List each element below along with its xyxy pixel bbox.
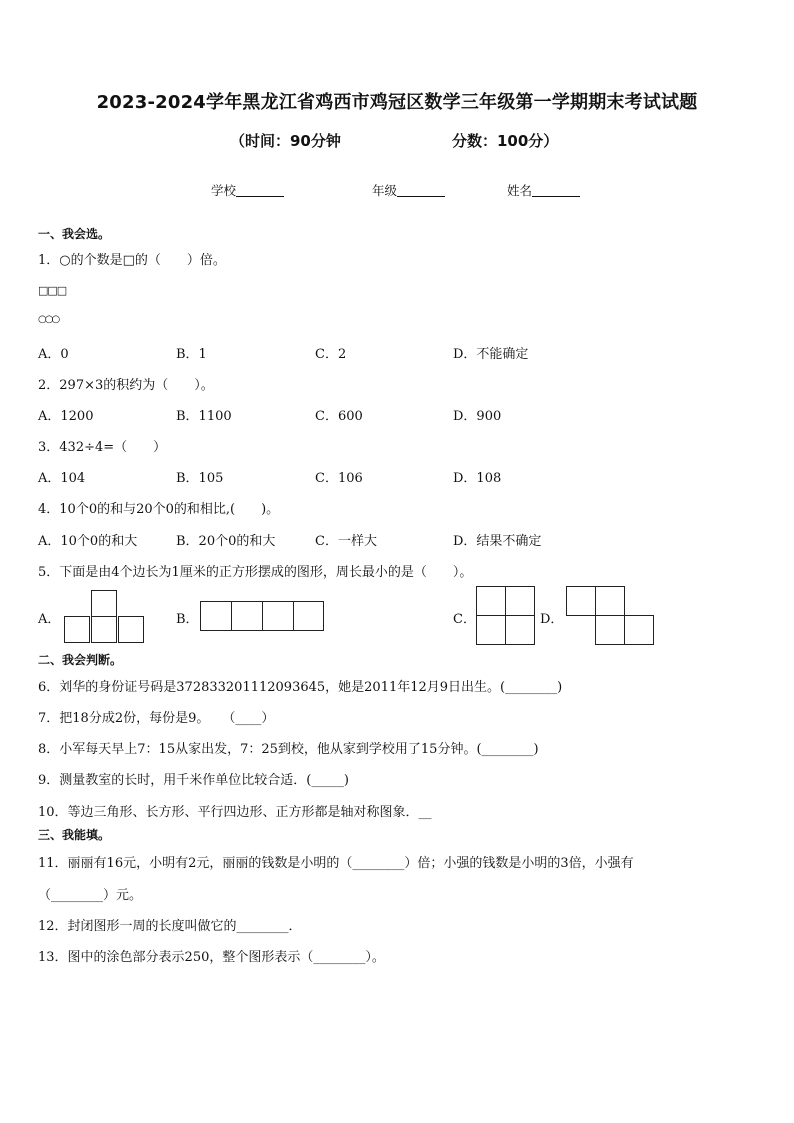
shape-a-square [64, 616, 90, 643]
q5-shape-b[interactable] [200, 601, 324, 632]
question-13: 13．图中的涂色部分表示250，整个图形表示（________）。 [38, 950, 385, 965]
question-9: 9．测量教室的长时，用千米作单位比较合适．(_____) [38, 773, 349, 788]
q1-option-b[interactable]: B．1 [176, 347, 207, 362]
shape-c-square [476, 615, 506, 645]
question-11-continued: （________）元。 [38, 888, 143, 903]
question-11: 11．丽丽有16元，小明有2元，丽丽的钱数是小明的（________）倍；小强的钱数是小明的3倍，小强有 [38, 856, 634, 871]
question-1: 1．○的个数是□的（ ）倍。 [38, 253, 226, 268]
q5-option-d-label[interactable]: D． [540, 612, 564, 627]
q2-option-b[interactable]: B．1100 [176, 409, 232, 424]
school-label: 学校 [211, 183, 237, 198]
question-5: 5．下面是由4个边长为1厘米的正方形摆成的图形，周长最小的是（ ）。 [38, 565, 473, 580]
shape-d-square [566, 586, 596, 616]
shape-d-square [595, 615, 625, 645]
name-field [507, 181, 580, 199]
q2-option-c[interactable]: C．600 [315, 409, 363, 424]
shape-c-square [505, 615, 535, 645]
shape-d-square [624, 615, 654, 645]
shape-b-square [200, 601, 232, 631]
school-field [211, 181, 284, 199]
q3-option-b[interactable]: B．105 [176, 471, 224, 486]
q3-option-d[interactable]: D．108 [453, 471, 502, 486]
question-12: 12．封闭图形一周的长度叫做它的________． [38, 919, 302, 934]
shape-b-square [293, 601, 324, 631]
q1-squares: □□□ [38, 284, 67, 297]
school-blank[interactable] [236, 184, 284, 197]
q4-option-b[interactable]: B．20个0的和大 [176, 534, 276, 549]
q3-option-c[interactable]: C．106 [315, 471, 363, 486]
exam-time: （时间：90分钟 [230, 132, 341, 150]
grade-label: 年级 [372, 183, 398, 198]
shape-b-square [262, 601, 294, 631]
question-7: 7．把18分成2份，每份是9。 （____） [38, 711, 275, 726]
question-4: 4．10个0的和与20个0的和相比,( )。 [38, 502, 280, 517]
shape-a-square [91, 616, 117, 643]
shape-a-square-top [91, 590, 117, 617]
q3-option-a[interactable]: A．104 [38, 471, 86, 486]
name-label: 姓名 [507, 183, 533, 198]
section-heading-fill: 三、我能填。 [38, 828, 111, 842]
q1-circles: ○○○ [38, 314, 59, 325]
grade-blank[interactable] [397, 184, 445, 197]
question-2: 2．297×3的积约为（ ）。 [38, 378, 214, 393]
q1-option-c[interactable]: C．2 [315, 347, 347, 362]
shape-b-square [231, 601, 263, 631]
q5-option-a-label[interactable]: A． [38, 612, 61, 627]
shape-a-square [118, 616, 144, 643]
shape-c-square [505, 586, 535, 616]
q4-option-c[interactable]: C．一样大 [315, 534, 377, 549]
page-title: 2023-2024学年黑龙江省鸡西市鸡冠区数学三年级第一学期期末考试试题 [96, 92, 698, 113]
q5-option-c-label[interactable]: C． [453, 612, 476, 627]
q1-option-a[interactable]: A．0 [38, 347, 69, 362]
shape-c-square [476, 586, 506, 616]
question-6: 6．刘华的身份证号码是372833201112093645，她是2011年12月9日出生。(________) [38, 680, 563, 695]
q1-option-d[interactable]: D．不能确定 [453, 347, 529, 362]
q2-option-a[interactable]: A．1200 [38, 409, 94, 424]
name-blank[interactable] [532, 184, 580, 197]
section-heading-choose: 一、我会选。 [38, 227, 111, 241]
q2-option-d[interactable]: D．900 [453, 409, 502, 424]
q5-shape-c[interactable] [476, 586, 534, 644]
exam-score: 分数：100分） [452, 132, 559, 150]
question-3: 3．432÷4=（ ） [38, 440, 167, 455]
question-10: 10．等边三角形、长方形、平行四边形、正方形都是轴对称图象．__ [38, 805, 432, 820]
shape-d-square [595, 586, 625, 616]
q4-option-d[interactable]: D．结果不确定 [453, 534, 542, 549]
q4-option-a[interactable]: A．10个0的和大 [38, 534, 138, 549]
question-8: 8．小军每天早上7：15从家出发，7：25到校，他从家到学校用了15分钟。(________) [38, 742, 539, 757]
q5-shape-a[interactable] [64, 590, 146, 645]
section-heading-judge: 二、我会判断。 [38, 653, 123, 667]
q5-option-b-label[interactable]: B． [176, 612, 199, 627]
grade-field [372, 181, 445, 199]
q5-shape-d[interactable] [566, 586, 656, 646]
